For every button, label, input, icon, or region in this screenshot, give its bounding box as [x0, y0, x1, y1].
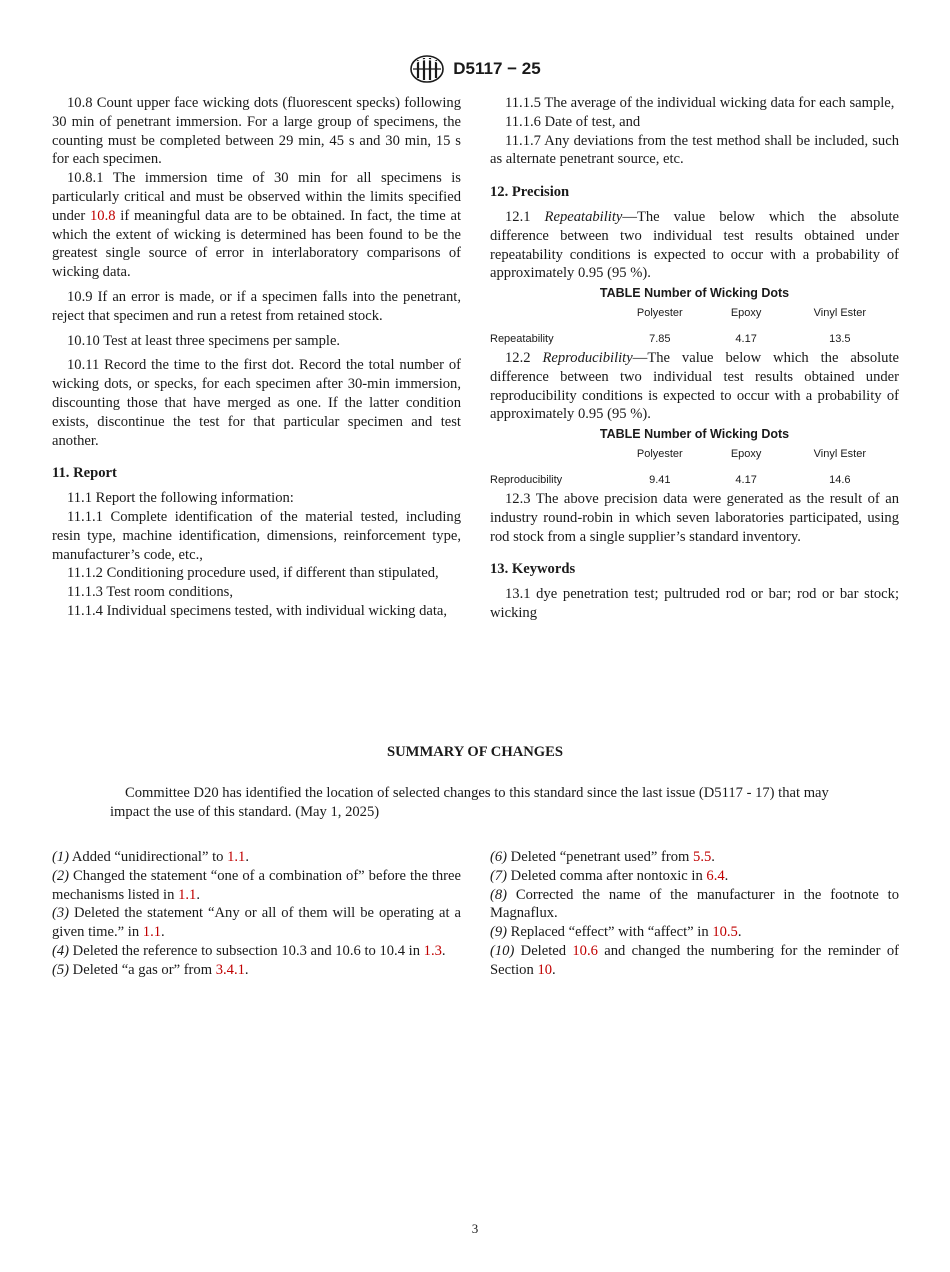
table-cell: Reproducibility [490, 474, 563, 487]
table-cell: 4.17 [735, 474, 757, 487]
para-10-8: 10.8 Count upper face wicking dots (fluorescent specks) following 30 min of penetrant immersion. For a large group of specimens, the counting must be completed between 29 min, 45 s and 30 min, 15 s for each specimen. [52, 95, 461, 168]
change-number: (3) [52, 905, 70, 922]
term-repeatability: Repeatability [544, 208, 623, 225]
para-10-9: 10.9 If an error is made, or if a specimen falls into the penetrant, reject that specimen and run a retest from retained stock. [52, 288, 461, 324]
para-11-1-1: 11.1.1 Complete identification of the material tested, including resin type, machine identification, dimensions, reinforcement type, manufacturer’s code, etc., [52, 508, 461, 563]
ref-link[interactable]: 3.4.1 [215, 961, 245, 978]
term-reproducibility: Reproducibility [542, 349, 633, 366]
change-item [490, 886, 899, 924]
table-header-cell: Epoxy [730, 307, 762, 320]
para-11-1-5: 11.1.5 The average of the individual wicking data for each sample, [505, 95, 895, 111]
summary-title: SUMMARY OF CHANGES [387, 744, 563, 760]
table-row [490, 471, 899, 490]
para-10-8-1-text-a: 10.8.1 The immersion time of 30 min for all specimens is particularly critical and must be observed within the limits specified under [52, 170, 461, 224]
change-text: Changed the statement “one of a combination of” before the three mechanisms listed in [52, 867, 461, 903]
para-12-2-text: —The value below which the absolute difference between two individual test results obtained under reproducibility conditions is expected to occur with a probability of approximately 0.95 (95 %). [490, 349, 900, 423]
changes-right-column [490, 848, 899, 980]
table-cell: 9.41 [649, 474, 671, 487]
change-number: (5) [52, 961, 70, 978]
para-11-1: 11.1 Report the following information: [67, 490, 294, 507]
change-number: (8) [490, 886, 508, 903]
astm-logo-icon [409, 54, 445, 84]
para-12-3: 12.3 The above precision data were generated as the result of an industry round-robin in which seven laboratories participated, using rod stock from a single supplier’s standard inventory. [490, 490, 899, 545]
para-12-2-num: 12.2 [505, 349, 543, 366]
table-header-cell: Vinyl Ester [813, 448, 867, 461]
change-number: (10) [490, 942, 515, 959]
para-11-1-2: 11.1.2 Conditioning procedure used, if different than stipulated, [67, 565, 439, 582]
table-cell: Repeatability [490, 333, 554, 346]
change-tail: . [245, 849, 249, 865]
table-header-cell: Polyester [636, 307, 683, 320]
summary-intro [110, 784, 850, 822]
page-header [0, 54, 950, 84]
table-header-cell: Epoxy [730, 448, 762, 461]
change-item [490, 848, 899, 867]
ref-link[interactable]: 10 [537, 961, 553, 978]
section-heading-12: 12. Precision [490, 184, 570, 201]
table-header-cell [490, 302, 608, 330]
page-number: 3 [471, 1221, 479, 1236]
change-tail: . [441, 942, 446, 959]
change-text: Replaced “effect” with “affect” in [507, 924, 713, 941]
change-number: (4) [52, 942, 70, 959]
change-number: (1) [52, 849, 70, 865]
para-12-2 [490, 349, 899, 424]
para-10-8-1 [52, 169, 461, 282]
table-caption-reproducibility: TABLE Number of Wicking Dots [599, 427, 790, 442]
table-header-cell [490, 443, 608, 471]
doc-number: D5117 − 25 [453, 58, 541, 78]
table-row [490, 330, 899, 349]
change-tail: . [724, 867, 729, 884]
table-header-row [490, 302, 899, 330]
change-tail: . [552, 961, 556, 978]
change-tail: . [737, 924, 742, 941]
table-header-cell: Polyester [636, 448, 683, 461]
para-12-1-text: —The value below which the absolute difference between two individual test results obtained under repeatability conditions is expected to occur with a probability of approximately 0.95 (95 %). [490, 208, 900, 282]
para-13-1: 13.1 dye penetration test; pultruded rod or bar; rod or bar stock; wicking [490, 586, 899, 621]
ref-link[interactable]: 6.4 [706, 867, 725, 884]
para-11-1-7: 11.1.7 Any deviations from the test method shall be included, such as alternate penetrant source, etc. [490, 132, 899, 168]
change-text: Deleted the reference to subsection 10.3 and 10.6 to 10.4 in [69, 942, 424, 959]
table-header-cell: Vinyl Ester [813, 307, 867, 320]
change-number: (9) [490, 924, 508, 941]
change-text: Deleted “a gas or” from [69, 961, 216, 978]
table-cell: 14.6 [829, 474, 851, 487]
change-tail: . [161, 924, 165, 941]
change-item [52, 867, 461, 905]
summary-intro-text: Committee D20 has identified the location of selected changes to this standard since the last issue (D5117 - 17) that may impact the use of this standard. (May 1, 2025) [110, 785, 829, 820]
table-cell: 13.5 [829, 333, 851, 346]
reproducibility-table [490, 443, 899, 490]
para-12-1-num: 12.1 [505, 208, 545, 225]
table-cell: 7.85 [649, 333, 671, 346]
para-10-11: 10.11 Record the time to the first dot. Record the total number of wicking dots, or specks, for each specimen after 30-min immersion, discounting those that have merged as one. If the latter condition exists, discontinue the test for that particular specimen and test another. [52, 357, 461, 449]
change-tail: and changed the numbering for the reminder of Section [490, 942, 899, 978]
ref-link[interactable]: 10.5 [712, 924, 738, 941]
change-tail: . [196, 886, 200, 903]
para-11-1-3: 11.1.3 Test room conditions, [67, 584, 233, 601]
table-caption-repeatability: TABLE Number of Wicking Dots [599, 286, 790, 301]
change-text: Corrected the name of the manufacturer in the footnote to Magnaflux. [490, 886, 899, 922]
change-number: (7) [490, 867, 508, 884]
change-text: Deleted “penetrant used” from [507, 849, 694, 865]
table-header-row [490, 443, 899, 471]
ref-link[interactable]: 5.5 [693, 849, 712, 865]
change-tail: . [711, 849, 715, 865]
repeatability-table [490, 302, 899, 349]
change-item [52, 904, 461, 942]
ref-link-10-8[interactable]: 10.8 [89, 207, 116, 224]
para-10-8-1-text-b: if meaningful data are to be obtained. In fact, the time at which the extent of wicking is determined has been found to be the greatest single source of error in interlaboratory comparisons of wicking data. [52, 207, 461, 281]
ref-link[interactable]: 1.1 [178, 886, 197, 903]
change-text: Deleted [514, 942, 573, 959]
change-number: (6) [490, 849, 508, 865]
change-item [52, 848, 461, 867]
section-heading-11: 11. Report [52, 465, 117, 482]
change-tail: . [244, 961, 249, 978]
change-item [52, 942, 461, 961]
change-text: Deleted comma after nontoxic in [507, 867, 707, 884]
change-item [490, 923, 899, 942]
ref-link[interactable]: 10.6 [572, 942, 598, 959]
para-11-1-6: 11.1.6 Date of test, and [505, 113, 641, 130]
ref-link[interactable]: 1.1 [227, 849, 246, 865]
change-number: (2) [52, 867, 70, 884]
para-10-10: 10.10 Test at least three specimens per sample. [67, 332, 341, 349]
section-heading-13: 13. Keywords [490, 561, 576, 578]
left-column [52, 94, 461, 621]
changes-left-column [52, 848, 461, 980]
change-item [52, 961, 461, 980]
table-cell: 4.17 [735, 333, 757, 346]
para-12-1 [490, 208, 899, 283]
change-item [490, 942, 899, 980]
change-text: Deleted the statement “Any or all of them will be operating at a given time.” in [52, 905, 461, 941]
ref-link[interactable]: 1.3 [423, 942, 442, 959]
change-item [490, 867, 899, 886]
change-text: Added “unidirectional” to [69, 849, 228, 865]
right-column [490, 94, 899, 623]
ref-link[interactable]: 1.1 [142, 924, 162, 941]
para-11-1-4: 11.1.4 Individual specimens tested, with individual wicking data, [67, 602, 448, 619]
